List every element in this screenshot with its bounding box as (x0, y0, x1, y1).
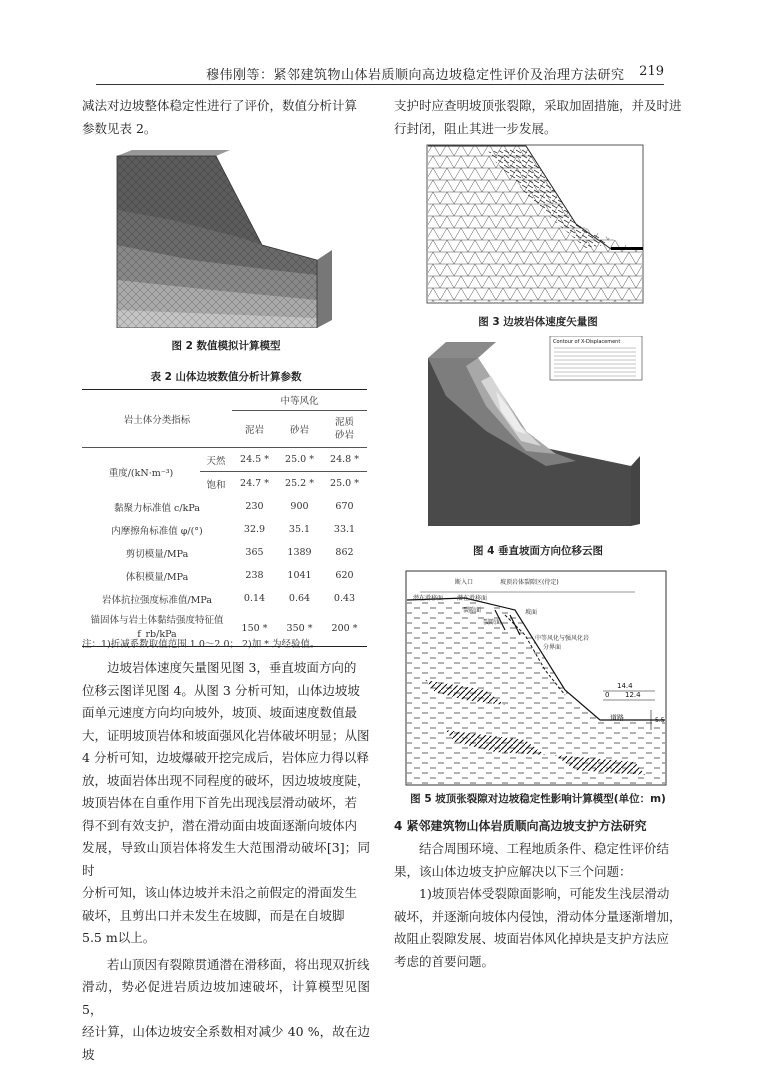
figure-5-model (405, 570, 667, 786)
figure-4-contour (426, 336, 644, 526)
text-line: 4 分析可知，边坡爆破开挖完成后，岩体应力得以释 (82, 750, 369, 765)
mesh-model-graphic (112, 150, 337, 328)
label-boundary: 中等风化与强风化岩 (535, 635, 590, 642)
parameter-table (82, 390, 367, 646)
text-line: 结合周围环境、工程地质条件、稳定性评价结 (419, 841, 670, 856)
text-line: 减法对边坡整体稳定性进行了评价，数值分析计算 (82, 98, 358, 113)
cell: 0.14 (243, 593, 266, 604)
text-line: 位移云图详见图 4。从图 3 分析可知，山体边坡坡 (82, 682, 360, 698)
figure-2-model (112, 150, 337, 328)
left-para-1 (82, 657, 370, 1066)
text-line: 行封闭，阻止其进一步发展。 (394, 120, 557, 136)
row-label: 锚固体与岩土体黏结强度特征值 f_rb/kPa (90, 615, 224, 640)
cell: 1389 (287, 547, 312, 558)
tension-crack-model-graphic (405, 570, 667, 786)
cell: 1041 (287, 570, 312, 581)
label-slide-2: 潜在滑移面 (457, 595, 488, 602)
cell: 24.7 * (240, 478, 269, 489)
left-intro (82, 95, 370, 140)
row-label: 岩体抗拉强度标准值/MPa (101, 594, 213, 606)
cell: 350 * (286, 622, 313, 634)
label-height: 5.5 (655, 717, 665, 724)
row-header: 岩土体分类指标 (123, 414, 191, 426)
row-label: 黏聚力标准值 c/kPa (114, 502, 200, 514)
cell: 230 (245, 501, 264, 512)
label-crack-2: 裂隙面 (483, 619, 502, 626)
row-label: 体积模量/MPa (125, 571, 189, 583)
row-sub: 饱和 (206, 479, 226, 491)
text-line: 果，该山体边坡支护应解决以下三个问题： (394, 863, 632, 879)
text-line: 若山顶因有裂隙贯通潜在滑移面，将出现双折线 (107, 956, 370, 972)
text-line: 坡顶岩体在自重作用下首先出现浅层滑动破坏，若 (82, 795, 358, 810)
row-label: 重度/(kN·m⁻³) (108, 467, 174, 479)
text-line: 故阻止裂隙发展、坡面岩体风化掉块是支护方法应 (394, 931, 670, 946)
cell: 33.1 (333, 524, 356, 535)
text-line: 分析可知，该山体边坡并未沿之前假定的滑面发生 (82, 885, 358, 900)
figure-4-caption: 图 4 垂直坡面方向位移云图 (472, 545, 604, 557)
table-note: 注：1)折减系数取值范围 1.0～2.0； 2)加 * 为经验值。 (82, 639, 320, 650)
figure-3-caption: 图 3 边坡岩体速度矢量图 (478, 316, 598, 328)
cell: 150 * (241, 622, 268, 634)
table-2-caption: 表 2 山体边坡数值分析计算参数 (150, 371, 302, 383)
cell: 620 (335, 570, 354, 581)
text-line: 边坡岩体速度矢量图见图 3，垂直坡面方向的 (107, 660, 357, 675)
cell: 0.43 (333, 593, 356, 604)
figure-3-vectors (426, 144, 644, 304)
text-line: 1)坡顶岩体受裂隙面影响，可能发生浅层滑动 (419, 886, 670, 901)
text-line: 经计算，山体边坡安全系数相对减少 40 %，故在边坡 (82, 1024, 370, 1062)
legend-title: Contour of X-Displacement (553, 339, 621, 345)
text-line: 5.5 m以上。 (82, 930, 156, 945)
displacement-contour-graphic (426, 336, 644, 526)
text-line: 破坏，并逐渐向坡体内侵蚀，滑动体分量逐渐增加， (394, 908, 682, 924)
label-dim-1: 14.4 (617, 682, 633, 690)
col-header: 泥质 砂岩 (334, 417, 354, 441)
cell: 24.8 * (322, 448, 367, 472)
cell: 0.64 (288, 593, 311, 604)
label-crack-1: 裂隙面 (463, 607, 482, 614)
right-intro (394, 95, 682, 140)
label-road: 道路 (610, 714, 624, 722)
label-affected-zone: 坡顶岩体裂隙区(待定) (500, 579, 559, 586)
cell: 862 (335, 547, 354, 558)
cell: 25.0 * (277, 448, 322, 472)
text-line: 滑动，势必促进岩质边坡加速破坏，计算模型见图 5， (82, 979, 370, 1017)
figure-5-caption: 图 5 坡顶张裂隙对边坡稳定性影响计算模型(单位：m) (410, 793, 666, 805)
cell: 900 (290, 501, 309, 512)
cell: 238 (245, 570, 264, 581)
table-2 (82, 389, 367, 647)
text-line: 考虑的首要问题。 (394, 953, 495, 969)
velocity-vector-graphic (426, 144, 644, 304)
section-4-body (394, 838, 682, 973)
cell: 670 (335, 501, 354, 512)
cell: 200 * (331, 622, 358, 634)
row-sub: 天然 (200, 448, 232, 472)
cell: 25.0 * (330, 478, 359, 489)
label-boundary-2: 分界面 (543, 644, 562, 651)
section-4-heading: 4 紧邻建筑物山体岩质顺向高边坡支护方法研究 (394, 819, 647, 833)
running-title: 穆伟刚等：紧邻建筑物山体岩质顺向高边坡稳定性评价及治理方法研究 (206, 68, 625, 83)
text-line: 放，坡面岩体出现不同程度的破坏，因边坡坡度陡， (82, 772, 370, 788)
text-line: 支护时应查明坡顶张裂隙，采取加固措施，并及时进 (394, 98, 682, 113)
text-line: 得不到有效支护，潜在滑动面由坡面逐渐向坡体内 (82, 817, 358, 833)
figure-2-caption: 图 2 数值模拟计算模型 (171, 340, 281, 352)
text-line: 参数见表 2。 (82, 120, 157, 136)
page-number: 219 (639, 64, 664, 79)
text-line: 大，证明坡顶岩体和坡面强风化岩体破坏明显；从图 (82, 727, 370, 743)
cell: 365 (245, 547, 264, 558)
cell: 35.1 (288, 524, 311, 535)
label-dim-3: 0 (605, 691, 610, 699)
text-line: 破坏，且剪出口并未发生在坡脚，而是在自坡脚 (82, 907, 345, 923)
label-crack-entry: 断入口 (455, 579, 474, 586)
row-label: 剪切模量/MPa (125, 548, 189, 560)
text-line: 面单元速度方向均向坡外，坡顶、坡面速度数值最 (82, 705, 358, 720)
group-header: 中等风化 (232, 390, 367, 411)
running-header (96, 62, 664, 85)
text-line: 发展，导致山顶岩体将发生大范围滑动破坏[3]；同时 (82, 840, 370, 878)
col-header: 砂岩 (289, 425, 309, 436)
col-header: 泥岩 (244, 425, 264, 436)
label-slide-1: 潜在滑移面 (413, 595, 444, 602)
label-slope-face: 坡面 (525, 609, 538, 616)
label-dim-2: 12.4 (625, 691, 641, 699)
cell: 25.2 * (285, 478, 314, 489)
row-label: 内摩擦角标准值 φ/(°) (111, 525, 203, 537)
cell: 24.5 * (232, 448, 277, 472)
cell: 32.9 (243, 524, 266, 535)
